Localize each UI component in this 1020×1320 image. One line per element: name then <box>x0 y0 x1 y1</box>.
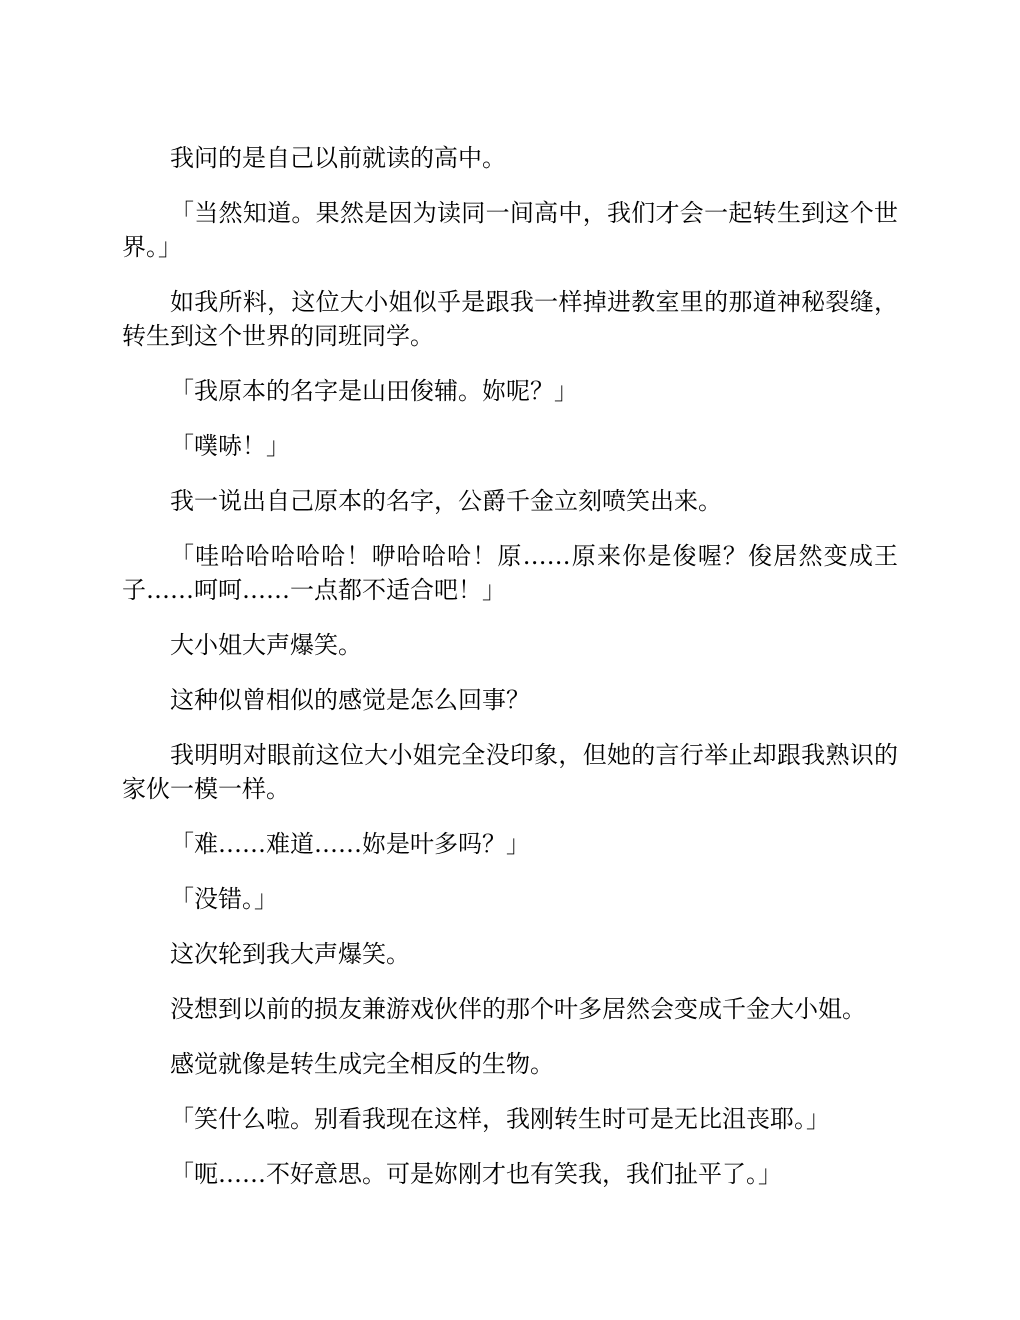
paragraph: 感觉就像是转生成完全相反的生物。 <box>170 1050 554 1078</box>
paragraph: 我一说出自己原本的名字，公爵千金立刻喷笑出来。 <box>170 487 722 515</box>
paragraph: 这次轮到我大声爆笑。 <box>170 940 410 968</box>
paragraph: 我明明对眼前这位大小姐完全没印象，但她的言行举止却跟我熟识的家伙一模一样。 <box>122 741 898 803</box>
paragraph: 「难……难道……妳是叶多吗？」 <box>170 830 530 858</box>
paragraph: 「我原本的名字是山田俊辅。妳呢？」 <box>170 377 578 405</box>
paragraph: 「哇哈哈哈哈哈！咿哈哈哈！原……原来你是俊喔？俊居然变成王子……呵呵……一点都不适合吧！」 <box>122 542 898 604</box>
paragraph: 这种似曾相似的感觉是怎么回事？ <box>170 686 530 714</box>
paragraph: 没想到以前的损友兼游戏伙伴的那个叶多居然会变成千金大小姐。 <box>170 995 866 1023</box>
paragraph: 「噗哧！」 <box>170 432 290 460</box>
paragraph: 「呃……不好意思。可是妳刚才也有笑我，我们扯平了。」 <box>170 1160 782 1188</box>
paragraph: 「没错。」 <box>170 885 278 913</box>
body-text <box>122 141 898 1212</box>
paragraph: 「笑什么啦。别看我现在这样，我刚转生时可是无比沮丧耶。」 <box>170 1105 830 1133</box>
paragraph: 我问的是自己以前就读的高中。 <box>170 144 506 172</box>
paragraph: 如我所料，这位大小姐似乎是跟我一样掉进教室里的那道神秘裂缝，转生到这个世界的同班同学。 <box>122 288 898 350</box>
paragraph: 大小姐大声爆笑。 <box>170 631 362 659</box>
paragraph: 「当然知道。果然是因为读同一间高中，我们才会一起转生到这个世界。」 <box>122 199 898 261</box>
